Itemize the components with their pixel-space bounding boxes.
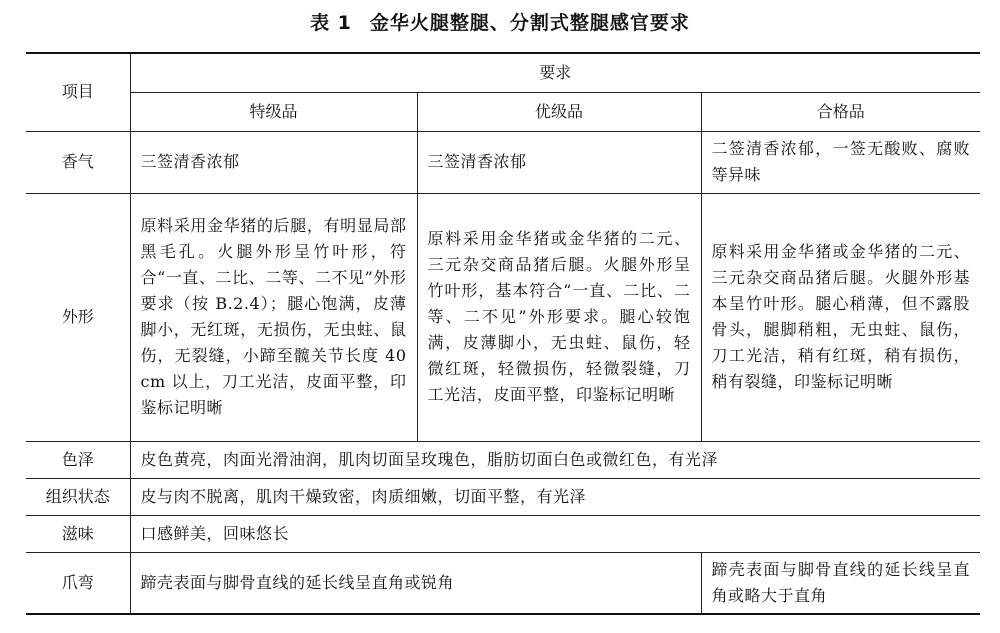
row-label-texture: 组织状态 (26, 478, 130, 515)
color-all: 皮色黄亮，肉面光滑油润，肌肉切面呈玫瑰色，脂肪切面白色或微红色，有光泽 (130, 441, 980, 478)
header-row-2 (26, 92, 980, 131)
sensory-requirements-table (26, 52, 980, 615)
grade-header-special: 特级品 (130, 92, 417, 131)
grade-header-superior: 优级品 (417, 92, 701, 131)
table-title: 金华火腿整腿、分割式整腿感官要求 (369, 12, 690, 34)
row-label-aroma: 香气 (26, 131, 130, 193)
row-label-shape: 外形 (26, 193, 130, 441)
row-taste (26, 515, 980, 552)
taste-all: 口感鲜美，回味悠长 (130, 515, 980, 552)
row-claw (26, 552, 980, 614)
aroma-special: 三签清香浓郁 (130, 131, 417, 193)
item-header: 项目 (26, 53, 130, 131)
row-label-taste: 滋味 (26, 515, 130, 552)
header-row-1 (26, 53, 980, 92)
aroma-superior: 三签清香浓郁 (417, 131, 701, 193)
row-aroma (26, 131, 980, 193)
claw-qualified: 蹄壳表面与脚骨直线的延长线呈直角或略大于直角 (701, 552, 980, 614)
aroma-qualified: 二签清香浓郁，一签无酸败、腐败等异味 (701, 131, 980, 193)
grade-header-qualified: 合格品 (701, 92, 980, 131)
row-label-color: 色泽 (26, 441, 130, 478)
requirement-header: 要求 (130, 53, 980, 92)
row-label-claw: 爪弯 (26, 552, 130, 614)
table-caption (0, 8, 1000, 35)
row-color (26, 441, 980, 478)
texture-all: 皮与肉不脱离，肌肉干燥致密，肉质细嫩，切面平整，有光泽 (130, 478, 980, 515)
row-texture (26, 478, 980, 515)
table-number: 表 1 (310, 12, 352, 34)
shape-qualified: 原料采用金华猪或金华猪的二元、三元杂交商品猪后腿。火腿外形基本呈竹叶形。腿心稍薄，但不露股骨头，腿脚稍粗，无虫蛀、鼠伤，刀工光洁，稍有红斑，稍有损伤，稍有裂缝，印鉴标记明晰 (701, 193, 980, 441)
shape-special: 原料采用金华猪的后腿，有明显局部黑毛孔。火腿外形呈竹叶形，符合“一直、二比、二等、二不见”外形要求（按 B.2.4）；腿心饱满，皮薄脚小，无红斑，无损伤，无虫蛀、鼠伤，无裂缝，小蹄至髋关节长度 40 cm 以上，刀工光洁，皮面平整，印鉴标记明晰 (130, 193, 417, 441)
shape-superior: 原料采用金华猪或金华猪的二元、三元杂交商品猪后腿。火腿外形呈竹叶形，基本符合“一直、二比、二等、二不见”外形要求。腿心较饱满，皮薄脚小，无虫蛀、鼠伤，轻微红斑，轻微损伤，轻微裂缝，刀工光洁，皮面平整，印鉴标记明晰 (417, 193, 701, 441)
claw-special-superior: 蹄壳表面与脚骨直线的延长线呈直角或锐角 (130, 552, 701, 614)
row-shape (26, 193, 980, 441)
